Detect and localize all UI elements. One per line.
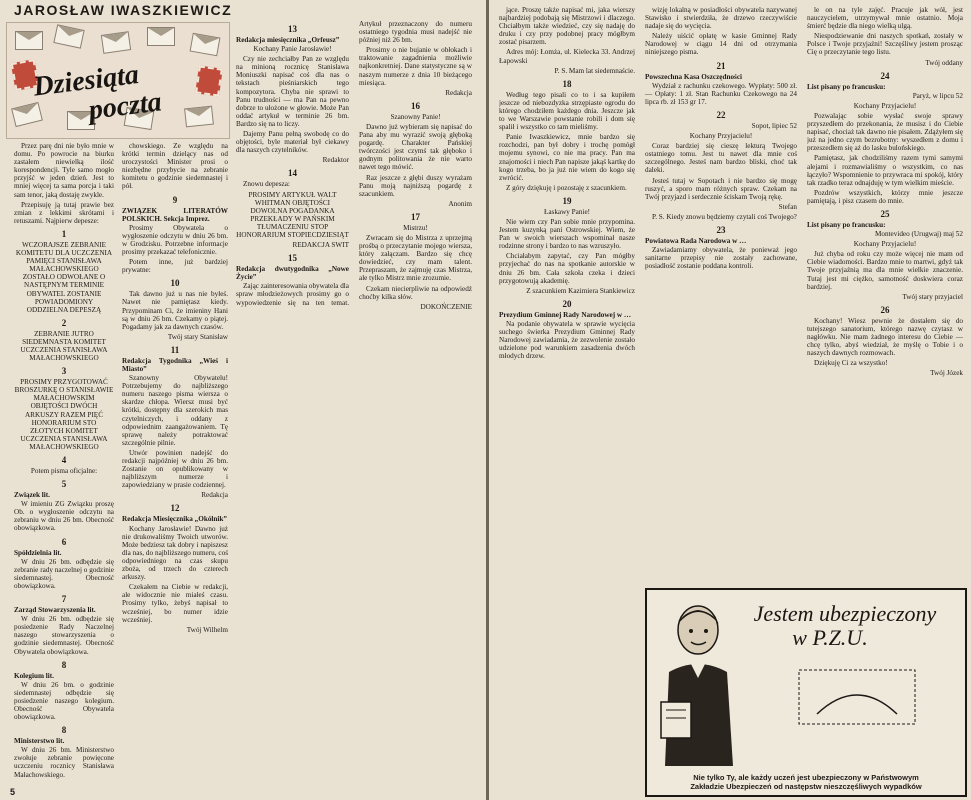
- paragraph: Tak dawno już u nas nie byłeś. Nawet nie pamiętasz kiedy. Przypominam Ci, że imieniny Hani są w dniu 26 bm. Czekamy o piątej. Pogadamy jak za dawnych czasów.: [122, 290, 228, 331]
- letter-number: 26: [880, 304, 890, 315]
- letter-sender: Ministerstwo lit.: [14, 737, 65, 746]
- paragraph: Pozwalając sobie wysłać swoje sprawy przyszedłem do przekonania, że musisz i do Ciebie napisać, chociaż tak dawno nie pisałem. Zdążyłem się już na jedno czym bezrobotny: wyszedłem z domu i przeszedłem się aż do lasku bulońskiego.: [807, 111, 963, 153]
- paragraph: Przepisuję ją tutaj prawie bez zmian z lekkimi skrótami i retuszami. Najpierw depesze:: [14, 200, 114, 225]
- paragraph: W imieniu ZG Związku proszę Ob. o wygłoszenie odczytu na zebraniu w dniu 26 bm. Obecność obowiązkowa.: [14, 500, 114, 533]
- letter-number: 1: [61, 228, 67, 239]
- envelope-icon: [184, 106, 214, 128]
- letter-number: 11: [170, 344, 180, 355]
- paragraph: Prosimy o nie bujanie w obłokach i traktowanie zagadnienia możliwie najkonkretniej. Dane statystyczne są w naszym numerze z dnia 10 bieżącego miesiąca.: [359, 46, 472, 87]
- telegram-text: ZEBRANIE JUTRO SIEDEMNASTA KOMITET UCZCZENIA STANISŁAWA MAŁACHOWSKIEGO: [20, 329, 108, 363]
- signature: Anonim: [448, 199, 472, 208]
- letter-sender: Związek lit.: [14, 491, 50, 500]
- paragraph: Potem inne, już bardziej prywatne:: [122, 258, 228, 275]
- envelope-icon: [147, 27, 175, 46]
- paragraph: Czy nie zechciałby Pan ze względu na minioną rocznicę Stanisława Moniuszki napisać coś dla nas o tekstach pieśniarskich tego kompozytora. Chyba nie sprawi to Panu trudności — ma Pan na pewno dobrze to ułożone w głowie. Może Pan oddać artykuł w terminie 26 bm. Bardzo się na to liczy.: [236, 55, 349, 128]
- paragraph: Utwór powinien nadejść do redakcji najpóźniej w dniu 26 bm. Zostanie on opublikowany w najbliższym numerze i zapowiedziany w prasie codziennej.: [122, 448, 228, 490]
- signature: Twój stary Stanisław: [167, 332, 228, 341]
- letter-sender: Zarząd Stowarzyszenia lit.: [14, 606, 96, 615]
- paragraph: Dziękuję Ci za wszystko!: [814, 359, 888, 368]
- letter-number: 16: [411, 100, 420, 111]
- paragraph: Według tego pisali co to i sa kupiłem jeszcze od niebozdyzka strzępiaste ogrodu do którego chodziłem każdego dnia. Jeszcze jak to we Warszawie powstanie robili i dom się spalił i wszystko co tam mieliśmy.: [499, 90, 635, 132]
- text-column-1: [14, 142, 114, 782]
- letter-number: 15: [288, 253, 297, 264]
- letter-sender: Powiatowa Rada Narodowa w …: [645, 236, 747, 245]
- paragraph: W dniu 26 bm. o godzinie siedemnastej odbędzie się posiedzenie naszego kolegium. Obecność Obywatela obowiązkowa.: [14, 680, 114, 722]
- signature: Stefan: [778, 202, 797, 211]
- paragraph: W dniu 26 bm. odbędzie się posiedzenie Rady Naczelnej naszego stowarzyszenia o godzinie siedemnastej. Obecność Obywatela obowiązkowa.: [14, 615, 114, 656]
- signature: Twój Wilhelm: [186, 625, 228, 634]
- letter-number: 25: [880, 208, 890, 219]
- letter-number: 21: [716, 60, 726, 71]
- paragraph: Z góry dziękuję i pozostaję z szacunkiem.: [506, 183, 627, 192]
- paragraph: wizję lokalną w posiadłości obywatela nazywanej Stawisko i stwierdziła, że drzewo rzeczywiście nadaje się do wycięcia.: [645, 6, 797, 31]
- letter-sender: Prezydium Gminnej Rady Narodowej w …: [499, 310, 632, 319]
- signature: Twój Józek: [930, 369, 963, 378]
- paragraph: Wydział z rachunku czekowego. Wypłaty: 500 zł. — Opłaty: 1 zł. Stan Rachunku Czekowego na 24 lipca rb. zł 153 gr 17.: [645, 81, 797, 106]
- signature: DOKOŃCZENIE: [420, 302, 472, 311]
- paragraph: Zawiadamiamy obywatela, że ponieważ jego sanitarne przepisy nie zostały zachowane, posiadłość zostanie poddana kontroli.: [645, 246, 797, 271]
- ad-footer: Nie tylko Ty, ale każdy uczeń jest ubezpieczony w Państwowym Zakładzie Ubezpieczeń od następstw nieszczęśliwych wypadków: [690, 773, 922, 791]
- letter-sender: List pisany po francusku:: [807, 220, 886, 229]
- signature: Twój stary przyjaciel: [902, 292, 963, 301]
- letter-number: 19: [562, 195, 572, 206]
- text-column-5: [645, 6, 797, 582]
- salutation: Kochany Przyjacielu!: [689, 132, 753, 141]
- paragraph: Już chyba od roku czy może więcej nie mam od Ciebie wiadomości. Bardzo mnie to martwi, gdyż tak Twoje przyjaźnią ma dla mnie wielkie znaczenie. Tutaj jest mi ciężko, samotność doskwiera coraz bardziej.: [807, 250, 963, 291]
- letter-sender: Redakcja Miesięcznika „Okólnik”: [122, 515, 228, 524]
- header-illustration: [6, 22, 230, 139]
- letter-number: 6: [61, 536, 67, 547]
- salutation: Łaskawy Panie!: [543, 207, 591, 216]
- letter-number: 2: [61, 317, 67, 328]
- letter-sender: Powszechna Kasa Oszczędności: [645, 72, 743, 81]
- letter-number: 17: [411, 211, 420, 222]
- paragraph: Kochany Jarosławie! Dawno już nie drukowaliśmy Twoich utworów. Może bedziesz tak dobry i napiszesz dla nas, do najbliższego numeru, coś odpowiedniego na czas skupu zboża, od trzech do czterech arkuszy.: [122, 524, 228, 582]
- paragraph: Chciałabym zapytać, czy Pan mógłby przyjechać do nas na spotkanie autorskie w dniu 26 bm. Cała szkoła czeka i dzieci przygotowują akademię.: [499, 252, 635, 285]
- student-illustration: [653, 598, 743, 766]
- paragraph: Pozdrów wszystkich, którzy mnie jeszcze pamiętają, i pisz czasem do mnie.: [807, 188, 963, 205]
- letter-sender: Redakcja Tygodnika „Wieś i Miasto”: [122, 356, 228, 373]
- telegram-text: WCZORAJSZE ZEBRANIE KOMITETU DLA UCZCZENIA PAMIĘCI STANISŁAWA MAŁACHOWSKIEGO ZOSTAŁO ODWOŁANE O NASTĘPNYM TERMINIE OBYWATEL ZOSTANIE POWIADOMIONY ODDZIELNA DEPESZĄ: [15, 240, 113, 314]
- paragraph: Szanowny Obywatelu! Potrzebujemy do najbliższego numeru naszego pisma wiersza o skardze chłopa. Wiersz musi być krótki, dostępny dla szerokich mas czytelniczych, i oddany z odpowiednim zaangażowaniem. Tę sprawę należy potraktować szczególnie pilnie.: [122, 374, 228, 447]
- letter-number: 23: [716, 224, 726, 235]
- signature: Redaktor: [322, 156, 349, 165]
- paragraph: Dajemy Panu pełną swobodę co do objętości, byle materiał był ciekawy dla naszych czytelników.: [236, 130, 349, 155]
- paragraph: Adres mój: Łomża, ul. Kielecka 33. Andrzej Łapowski: [499, 48, 635, 65]
- signature: REDAKCJA SWIT: [292, 241, 349, 250]
- letter-number: 3: [61, 366, 67, 377]
- postage-stamp-icon: [195, 65, 223, 96]
- ad-headline: Jestem ubezpieczony w P.Z.U.: [753, 601, 937, 650]
- letter-sender: Kolegium lit.: [14, 671, 54, 680]
- paragraph: chowskiego. Ze względu na krótki termin dzielący nas od uroczystości Minister prosi o niezbędne przybycie na zebranie komitetu o godzinie siedemnastej i pół.: [122, 142, 228, 191]
- salutation: Kochany Przyjacielu!: [853, 101, 917, 110]
- telegram-text: PROSIMY ARTYKUŁ WALT WHITMAN OBJĘTOŚCI DOWOLNA POGADANKA PRZEKŁADY W PAŃSKIM TŁUMACZENIU STOP HONORARIUM STOPIECDZIESIĄT: [236, 190, 349, 239]
- signature: Twój oddany: [925, 58, 963, 67]
- letter-number: 20: [562, 298, 572, 309]
- paragraph: Zając zainteresowania obywatela dla spraw młodzieżowych prosimy go o wypowiedzenie się na ten temat. Artykuł przeznaczony do numeru ostatniego tygodnia musi nadejść nie później niż 26 bm.: [236, 20, 472, 307]
- paragraph: Kochany! Wiesz pewnie że dostałem się do tutejszego sanatorium, którego nazwę czytasz w nagłówku. Nie mam żadnego interesu do Ciebie — chcę tylko, abyś wiedział, że myślę o Tobie i o naszych dawnych rozmowach.: [807, 316, 963, 358]
- letter-sender: Redakcja miesięcznika „Orfeusz”: [236, 36, 340, 44]
- paragraph: Nie wiem czy Pan sobie mnie przypomina. Jestem kuzynką pani Ostrowskiej. Wiem, że Pan w swoich wierszach wspominał nasze rodzinne strony i bardzo to nas wzruszyło.: [499, 217, 635, 251]
- paragraph: Panie Iwaszkiewicz, mnie bardzo się rozchodzi, pan był dobry i trochę pomógł mojemu synowi, co nie ma pracy. Pan ma znajomości i niech Pan napisze jakąś kartkę do kogo trzeba, bo ja już nie wiem do kogo się zwrócić.: [499, 133, 635, 182]
- right-page: [489, 0, 971, 800]
- text-column-4: [499, 6, 635, 792]
- letter-number: 18: [562, 78, 572, 89]
- paragraph: le on na tyle zajęć. Pracuje jak wół, jest nauczycielem, utrzymywał mnie ostatnio. Moja śmierć będzie dla niego wielką ulgą.: [807, 6, 963, 31]
- author-name: JAROSŁAW IWASZKIEWICZ: [14, 2, 233, 18]
- envelope-icon: [190, 33, 221, 57]
- telegram-text: PROSIMY PRZYGOTOWAĆ BROSZURKĘ O STANISŁAWIE MAŁACHOWSKIM OBJĘTOŚCI DWÓCH ARKUSZY RAZEM PIĘĆ HONORARIUM STO ZŁOTYCH KOMITET UCZCZENIA STANISŁAWA MAŁACHOWSKIEGO: [14, 378, 114, 451]
- salutation: Kochany Przyjacielu!: [853, 240, 917, 249]
- letter-number: 5: [61, 479, 67, 490]
- signature: Z szacunkiem Kazimiera Stankiewicz: [526, 286, 635, 295]
- letter-number: 12: [170, 503, 180, 514]
- salutation: Kochany Panie Jarosławie!: [253, 45, 332, 54]
- letter-number: 22: [716, 109, 726, 120]
- letter-number: 24: [880, 70, 890, 81]
- letter-sender: Redakcja dwutygodnika „Nowe Życie”: [236, 265, 349, 282]
- letter-number: 8: [61, 725, 67, 736]
- letter-sender: Spółdzielnia lit.: [14, 548, 62, 557]
- signature: Paryż, w lipcu 52: [912, 91, 963, 100]
- paragraph: W dniu 26 bm. Ministerstwo zwołuje zebranie powięcone uczczeniu rocznicy Stanisława Małachowskiego.: [14, 746, 114, 779]
- paragraph: jące. Proszę także napisać mi, jaka wierszy najbardziej podobają się Mistrzowi i dlaczego. Chciałbym także wiedzieć, czy się nadaję do druku i czy przy podobnej pracy mógłbym zostać pisarzem.: [499, 6, 635, 47]
- paragraph: Jesteś tutaj w Sopotach i nie bardzo się mogę ruszyć, a sporo mam różnych spraw. Czekam na Twój przyjazd i serdecznie ściskam Twoją rękę.: [645, 176, 797, 201]
- paragraph: Przez parę dni nie było mnie w domu. Po powrocie na biurku zastałem niewielką ilość korespondencji. Tyle samo mogło przyjść w jeden dzień. Jest to mniej więcej ta sama porcja i taki sam tenor, jaką dostaję zwykle.: [14, 142, 114, 199]
- paragraph: W dniu 26 bm. odbędzie się zebranie rady naczelnej o godzinie siedemnastej. Obecność obowiązkowa.: [14, 557, 114, 590]
- page-number: 5: [10, 787, 16, 797]
- paragraph: Czekałem na Ciebie w redakcji, ale widocznie nie miałeś czasu. Prosimy tylko, żebyś napisał to wcześniej, bo numer idzie wcześniej.: [122, 583, 228, 624]
- paragraph: P. S. Kiedy znowu będziemy czytali coś Twojego?: [652, 212, 797, 221]
- letter-number: 10: [170, 278, 180, 289]
- paragraph: Należy uiścić opłatę w kasie Gminnej Rady Narodowej w ciągu 14 dni od otrzymania niniejszego pisma.: [645, 32, 797, 57]
- envelope-icon: [15, 31, 43, 50]
- paragraph: Czekam niecierpliwie na odpowiedź choćby kilka słów.: [359, 284, 472, 301]
- letter-number: 4: [61, 455, 67, 465]
- paragraph: Zwracam się do Mistrza z uprzejmą prośbą o przeczytanie mojego wiersza, który załączam. Bardzo się chcę dowiedzieć, czy mam talent. Przepraszam, że zajmuję czas Mistrza, ale tylko Mistrz mnie zrozumie.: [359, 233, 472, 283]
- article-title: Dziesiąta poczta: [31, 58, 164, 127]
- paragraph: Na podanie obywatela w sprawie wycięcia suchego świerka Prezydium Gminnej Rady Narodowej zawiadamia, że zezwolenie zostało udzielone pod warunkiem zasadzenia dwóch młodych drzew.: [499, 319, 635, 361]
- salutation: Mistrzu!: [403, 223, 428, 232]
- signature: P. S. Mam lat siedemnaście.: [554, 66, 635, 75]
- letter-number: 8: [61, 659, 67, 670]
- paragraph: Prosimy Obywatela o wygłoszenie odczytu w dniu 26 bm. w Grodzisku. Potrzebne informacje prosimy przekazać telefonicznie.: [122, 223, 228, 257]
- text-column-3: [236, 20, 472, 782]
- salutation: Szanowny Panie!: [390, 112, 441, 121]
- pzu-advertisement: [645, 588, 967, 797]
- signature: Redakcja: [201, 491, 228, 500]
- envelope-icon: [53, 24, 84, 48]
- paragraph: Coraz bardziej się cieszę lekturą Twojego ostatniego tomu. Jest tu nawet dla mnie coś szczególnego. Jesteś nam bardzo bliski, choć tak daleki.: [645, 142, 797, 175]
- paragraph: Niespodziewanie dni naszych spotkań, zostały w Polsce i Twoje przyjaźni! Szczęśliwy jestem prosząc Cię o przeczytanie tego listu.: [807, 32, 963, 57]
- letter-number: 9: [172, 194, 178, 205]
- letter-number: 14: [288, 168, 297, 179]
- paragraph: Znowu depesza:: [243, 180, 290, 189]
- paragraph: Pamiętasz, jak chodziliśmy razem tymi samymi alejami i rozmawialiśmy o wszystkim, co nas łączyło? Wspomnienie to przywraca mi spokój, który tak rzadko teraz odnajduję w tym wielkim mieście.: [807, 154, 963, 187]
- paragraph: Raz jeszcze z głębi duszy wyrażam Panu moją najniższą pogardę z szacunkiem.: [359, 173, 472, 198]
- text-column-6: [807, 6, 963, 582]
- letter-sender: ZWIĄZEK LITERATÓW POLSKICH. Sekcja Imprez.: [122, 206, 228, 223]
- signature: Redakcja: [445, 88, 472, 97]
- letter-sender: List pisany po francusku:: [807, 82, 886, 91]
- paragraph: Dawno już wybieram się napisać do Pana aby mu wyrazić swoją głęboką pogardę. Charakter Pańskiej twórczości jest czymś tak głęboko i godnym politowania że nie warto nawet tego mówić.: [359, 122, 472, 172]
- envelope-icon: [101, 31, 131, 54]
- letter-number: 13: [288, 24, 297, 34]
- signature: Sopot, lipiec 52: [751, 121, 797, 130]
- pzu-emblem: [797, 668, 917, 726]
- letter-number: 7: [61, 594, 67, 605]
- text-column-2: [122, 142, 228, 782]
- signature: Montevideo (Urugwaj) maj 52: [874, 230, 963, 239]
- salutation: Potem pisma oficjalne:: [30, 467, 98, 475]
